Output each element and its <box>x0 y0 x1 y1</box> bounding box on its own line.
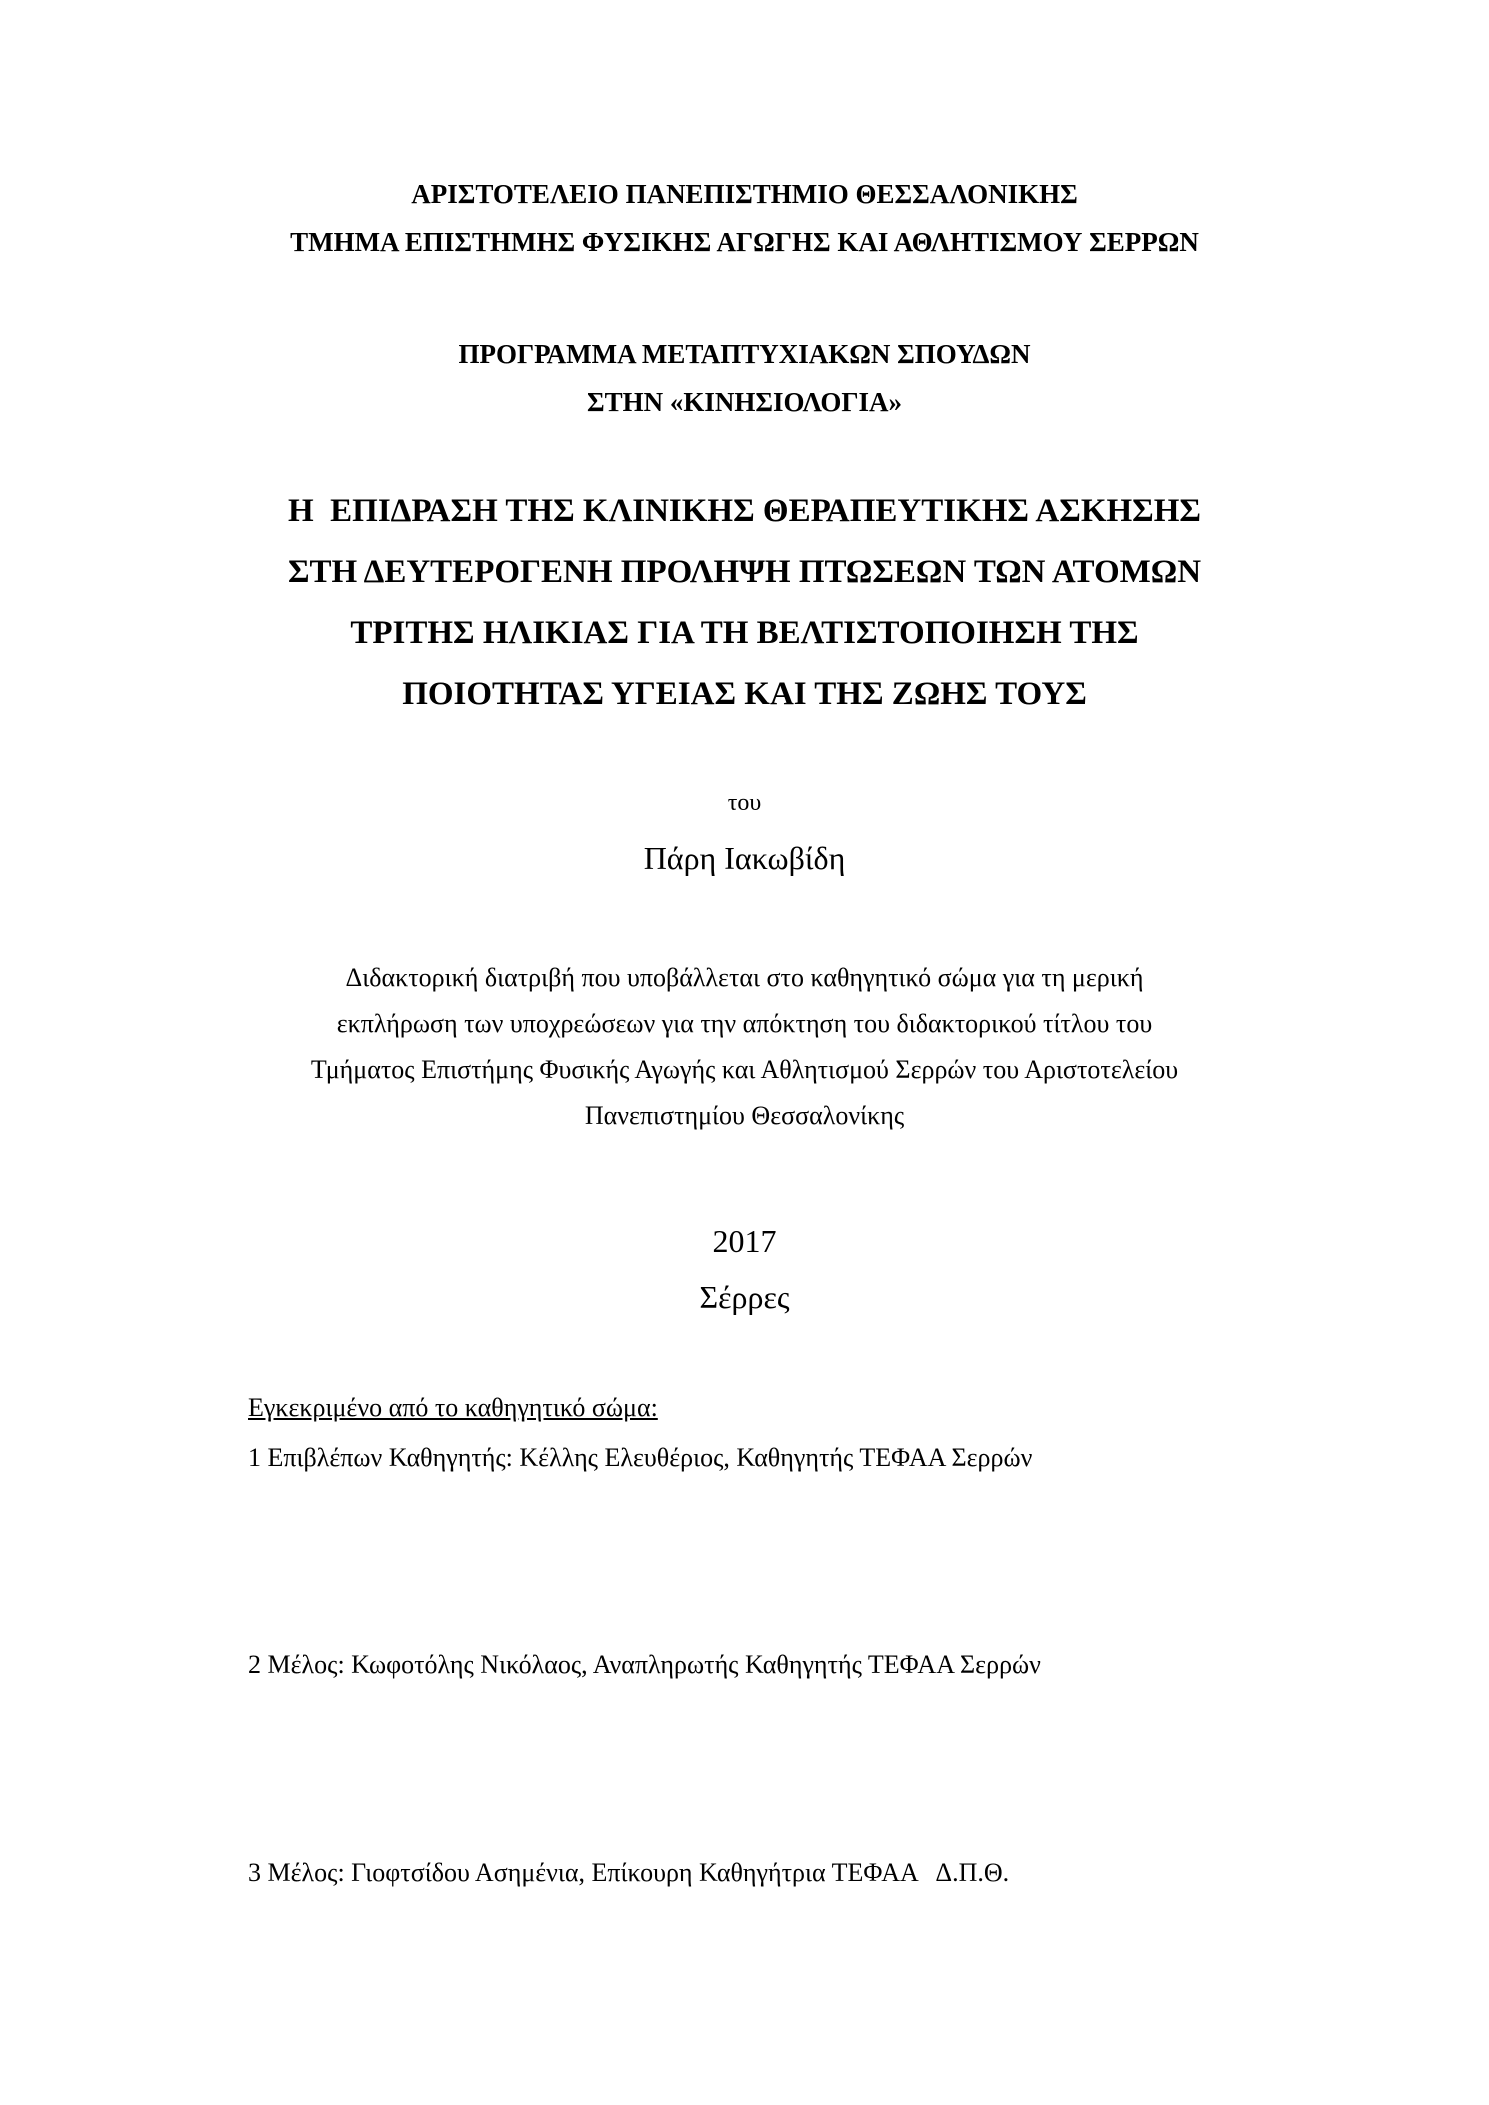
committee-member-3: 3 Μέλος: Γιοφτσίδου Ασημένια, Επίκουρη Καθηγήτρια ΤΕΦΑΑ Δ.Π.Θ. <box>248 1858 1010 1887</box>
institution-header <box>0 170 1489 266</box>
author-name: Πάρη Ιακωβίδη <box>643 840 846 876</box>
title-line-4: ΠΟΙΟΤΗΤΑΣ ΥΓΕΙΑΣ ΚΑΙ ΤΗΣ ΖΩΗΣ ΤΟΥΣ <box>402 676 1087 712</box>
title-line-3: ΤΡΙΤΗΣ ΗΛΙΚΙΑΣ ΓΙΑ ΤΗ ΒΕΛΤΙΣΤΟΠΟΙΗΣΗ ΤΗΣ <box>350 615 1139 651</box>
thesis-description <box>0 955 1489 1139</box>
committee-member-1: 1 Επιβλέπων Καθηγητής: Κέλλης Ελευθέριος, Καθηγητής ΤΕΦΑΑ Σερρών <box>248 1443 1033 1472</box>
description-line-4: Πανεπιστημίου Θεσσαλονίκης <box>584 1101 905 1130</box>
university-name: ΑΡΙΣΤΟΤΕΛΕΙΟ ΠΑΝΕΠΙΣΤΗΜΙΟ ΘΕΣΣΑΛΟΝΙΚΗΣ <box>411 179 1078 209</box>
thesis-title <box>0 481 1489 725</box>
author-preposition: του <box>727 790 762 816</box>
description-line-1: Διδακτορική διατριβή που υποβάλλεται στο καθηγητικό σώμα για τη μερική <box>345 963 1144 992</box>
title-line-1: Η ΕΠΙΔΡΑΣΗ ΤΗΣ ΚΛΙΝΙΚΗΣ ΘΕΡΑΠΕΥΤΙΚΗΣ ΑΣΚΗΣΗΣ <box>287 493 1201 529</box>
program-header <box>0 330 1489 426</box>
committee-heading: Εγκεκριμένο από το καθηγητικό σώμα: <box>248 1393 658 1422</box>
thesis-year: 2017 <box>712 1223 777 1259</box>
title-line-2: ΣΤΗ ΔΕΥΤΕΡΟΓΕΝΗ ΠΡΟΛΗΨΗ ΠΤΩΣΕΩΝ ΤΩΝ ΑΤΟΜΩΝ <box>287 554 1202 590</box>
thesis-city: Σέρρες <box>699 1279 790 1315</box>
committee-member-2: 2 Μέλος: Κωφοτόλης Νικόλαος, Αναπληρωτής Καθηγητής ΤΕΦΑΑ Σερρών <box>248 1650 1041 1679</box>
description-line-2: εκπλήρωση των υποχρεώσεων για την απόκτηση του διδακτορικού τίτλου του <box>336 1009 1153 1038</box>
program-line-2: ΣΤΗΝ «ΚΙΝΗΣΙΟΛΟΓΙΑ» <box>586 387 903 417</box>
description-line-3: Τμήματος Επιστήμης Φυσικής Αγωγής και Αθλητισμού Σερρών του Αριστοτελείου <box>310 1055 1179 1084</box>
department-name: ΤΜΗΜΑ ΕΠΙΣΤΗΜΗΣ ΦΥΣΙΚΗΣ ΑΓΩΓΗΣ ΚΑΙ ΑΘΛΗΤΙΣΜΟΥ ΣΕΡΡΩΝ <box>290 227 1199 257</box>
program-line-1: ΠΡΟΓΡΑΜΜΑ ΜΕΤΑΠΤΥΧΙΑΚΩΝ ΣΠΟΥΔΩΝ <box>458 339 1031 369</box>
